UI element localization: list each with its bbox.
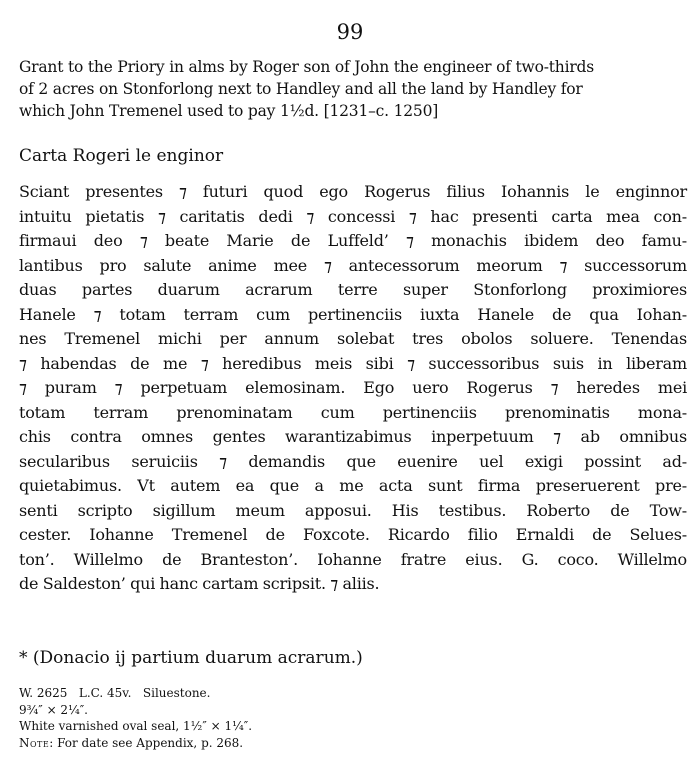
note-text: : For date see Appendix, p. 268. [49,735,244,750]
charter-line: cester. Iohanne Tremenel de Foxcote. Ricardo filio Ernaldi de Selues- [19,525,687,544]
charter-summary [19,56,685,122]
charter-line: totam terram prenominatam cum pertinenciis prenominatis mona- [19,402,687,422]
charter-heading: Carta Rogeri le enginor [19,146,224,166]
charter-line: quietabimus. Vt autem ea que a me acta sunt firma preseruerent pre- [19,476,687,495]
note-label: Note [19,735,50,750]
charter-line: Sciant presentes ⁊ futuri quod ego Rogerus filius Iohannis le enginnor [19,182,687,201]
summary-line: Grant to the Priory in alms by Roger son of John the engineer of two-thirds [19,58,595,76]
charter-line: chis contra omnes gentes warantizabimus inperpetuum ⁊ ab omnibus [19,427,687,446]
dimensions-line: 9¾″ × 2¼″. [19,702,88,717]
charter-text [19,180,687,597]
charter-line: secularibus seruiciis ⁊ demandis que euenire uel exigi possint ad- [19,451,687,471]
charter-line: nes Tremenel michi per annum solebat tres obolos soluere. Tenendas [19,329,687,348]
summary-line: of 2 acres on Stonforlong next to Handley and all the land by Handley for [19,80,583,98]
charter-line: lantibus pro salute anime mee ⁊ antecessorum meorum ⁊ successorum [19,255,687,275]
endorsement: * (Donacio ij partium duarum acrarum.) [19,648,363,668]
charter-line: duas partes duarum acrarum terre super Stonforlong proximiores [19,280,687,299]
charter-line: de Saldeston’ qui hanc cartam scripsit. ⁊ aliis. [19,574,380,593]
charter-line: ton’. Willelmo de Branteston’. Iohanne fratre eius. G. coco. Willelmo [19,549,687,569]
reference-line: W. 2625 L.C. 45v. Siluestone. [19,686,211,700]
charter-line: firmaui deo ⁊ beate Marie de Luffeld’ ⁊ monachis ibidem deo famu- [19,231,687,250]
charter-line: ⁊ habendas de me ⁊ heredibus meis sibi ⁊ successoribus suis in liberam [19,353,687,373]
archival-notes [19,685,685,751]
summary-line: which John Tremenel used to pay 1½d. [1231–c. 1250] [19,102,439,120]
charter-line: senti scripto sigillum meum apposui. His testibus. Roberto de Tow- [19,500,687,520]
page-number: 99 [336,20,364,44]
date-note [19,735,685,752]
charter-line: Hanele ⁊ totam terram cum pertinenciis iuxta Hanele de qua Iohan- [19,304,687,324]
charter-line: intuitu pietatis ⁊ caritatis dedi ⁊ concessi ⁊ hac presenti carta mea con- [19,206,687,226]
charter-line: ⁊ puram ⁊ perpetuam elemosinam. Ego uero Rogerus ⁊ heredes mei [19,378,687,397]
seal-line: White varnished oval seal, 1½″ × 1¼″. [19,719,253,733]
